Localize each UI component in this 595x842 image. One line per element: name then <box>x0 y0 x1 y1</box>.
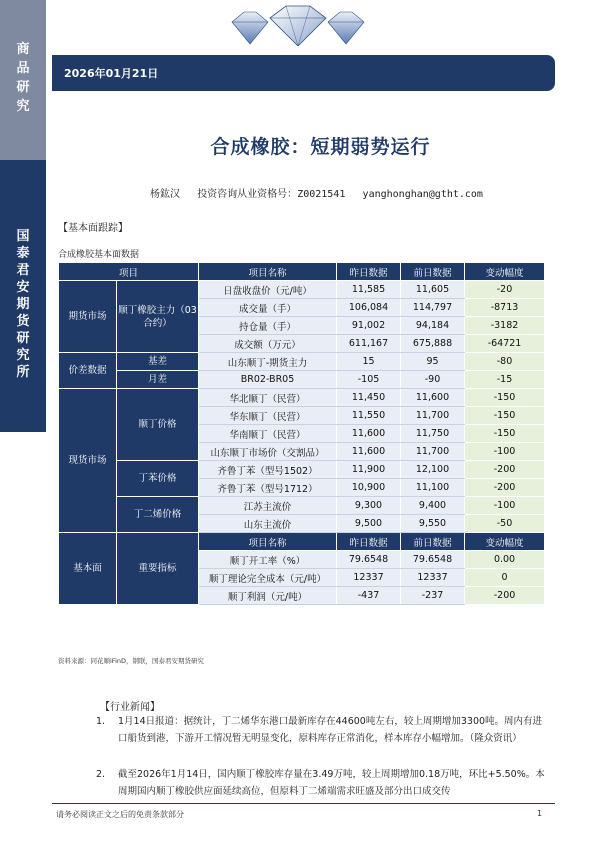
row-name: 持仓量（手） <box>199 317 337 335</box>
group-butadiene-price: 丁二烯价格 <box>117 497 199 533</box>
row-day-before: 11,750 <box>401 425 465 443</box>
row-name: 山东主流价 <box>199 515 337 533</box>
license-label: 投资咨询从业资格号： <box>197 189 298 200</box>
row-day-before: 114,797 <box>401 299 465 317</box>
table-row <box>59 461 545 479</box>
row-yesterday: 11,550 <box>337 407 401 425</box>
report-title: 合成橡胶：短期弱势运行 <box>210 136 431 158</box>
row-name: 华南顺丁（民营） <box>199 425 337 443</box>
row-name: 山东顺丁-期货主力 <box>199 353 337 371</box>
license-code: Z0021541 <box>297 189 346 200</box>
row-day-before: 11,600 <box>401 389 465 407</box>
table-header-row <box>59 263 545 281</box>
row-yesterday: 611,167 <box>337 335 401 353</box>
row-yesterday: 91,002 <box>337 317 401 335</box>
data-source-note: 资料来源：同花顺iFinD，钢联，国泰君安期货研究 <box>58 657 205 665</box>
diamond-logo-icon <box>228 4 368 46</box>
row-yesterday: 12337 <box>337 569 401 587</box>
row-change: -150 <box>465 425 545 443</box>
row-day-before: 11,100 <box>401 479 465 497</box>
author-line <box>150 185 497 200</box>
row-yesterday: 9,300 <box>337 497 401 515</box>
row-change: -100 <box>465 497 545 515</box>
row-yesterday: 106,084 <box>337 299 401 317</box>
table-row <box>59 353 545 371</box>
row-day-before: 12,100 <box>401 461 465 479</box>
row-yesterday: 11,585 <box>337 281 401 299</box>
row-change: -150 <box>465 407 545 425</box>
group-month-spread: 月差 <box>117 371 199 389</box>
news-item <box>96 713 546 747</box>
row-change: -64721 <box>465 335 545 353</box>
header-project: 项目 <box>59 263 199 281</box>
row-yesterday: 79.6548 <box>337 551 401 569</box>
subheader-item-name: 项目名称 <box>199 533 337 551</box>
row-change: 0.00 <box>465 551 545 569</box>
row-name: 齐鲁丁苯（型号1502） <box>199 461 337 479</box>
row-day-before: 11,605 <box>401 281 465 299</box>
header-yesterday: 昨日数据 <box>337 263 401 281</box>
header-change: 变动幅度 <box>465 263 545 281</box>
row-day-before: 675,888 <box>401 335 465 353</box>
news-item <box>96 766 546 800</box>
sidebar <box>0 0 46 842</box>
row-change: -20 <box>465 281 545 299</box>
row-name: 顺丁理论完全成本（元/吨） <box>199 569 337 587</box>
row-name: 山东顺丁市场价（交割品） <box>199 443 337 461</box>
row-day-before: 79.6548 <box>401 551 465 569</box>
subheader-day-before: 前日数据 <box>401 533 465 551</box>
table-row <box>59 497 545 515</box>
row-name: 顺丁开工率（%） <box>199 551 337 569</box>
row-change: -200 <box>465 587 545 605</box>
footer-disclaimer[interactable]: 请务必阅读正文之后的免责条款部分 <box>56 810 184 819</box>
page-number: 1 <box>537 809 543 818</box>
row-change: -200 <box>465 461 545 479</box>
row-name: 齐鲁丁苯（型号1712） <box>199 479 337 497</box>
table-row <box>59 371 545 389</box>
row-change: -3182 <box>465 317 545 335</box>
report-date: 2026年01月21日 <box>64 67 159 80</box>
sidebar-company-label: 国 泰 君 安 期 货 研 究 所 <box>16 229 30 380</box>
header-day-before: 前日数据 <box>401 263 465 281</box>
row-yesterday: -105 <box>337 371 401 389</box>
row-yesterday: 10,900 <box>337 479 401 497</box>
row-name: BR02-BR05 <box>199 371 337 389</box>
row-name: 日盘收盘价（元/吨） <box>199 281 337 299</box>
subheader-change: 变动幅度 <box>465 533 545 551</box>
table-subheader-row <box>59 533 545 551</box>
row-yesterday: 15 <box>337 353 401 371</box>
row-day-before: 9,400 <box>401 497 465 515</box>
row-day-before: -90 <box>401 371 465 389</box>
row-change: -200 <box>465 479 545 497</box>
fundamentals-table <box>58 262 545 605</box>
row-day-before: 12337 <box>401 569 465 587</box>
row-change: -8713 <box>465 299 545 317</box>
group-basis: 基差 <box>117 353 199 371</box>
row-yesterday: 11,600 <box>337 425 401 443</box>
row-yesterday: 11,450 <box>337 389 401 407</box>
row-change: -150 <box>465 389 545 407</box>
row-yesterday: 11,900 <box>337 461 401 479</box>
table-row <box>59 281 545 299</box>
news-section-heading: 【行业新闻】 <box>100 702 160 713</box>
group-futures-market: 期货市场 <box>59 281 117 353</box>
row-day-before: 9,550 <box>401 515 465 533</box>
row-name: 华东顺丁（民营） <box>199 407 337 425</box>
row-day-before: 95 <box>401 353 465 371</box>
author-name: 杨鈜汉 <box>150 189 180 200</box>
group-spread-data: 价差数据 <box>59 353 117 389</box>
group-key-indicators: 重要指标 <box>117 533 199 605</box>
group-fundamentals: 基本面 <box>59 533 117 605</box>
news-number: 1. <box>96 716 106 727</box>
group-br-main-contract: 顺丁橡胶主力（03合约） <box>117 281 199 353</box>
row-change: -50 <box>465 515 545 533</box>
row-change: -100 <box>465 443 545 461</box>
sidebar-company-block <box>0 160 46 432</box>
row-name: 成交量（手） <box>199 299 337 317</box>
row-change: -80 <box>465 353 545 371</box>
row-yesterday: -437 <box>337 587 401 605</box>
date-banner <box>52 55 555 91</box>
row-name: 江苏主流价 <box>199 497 337 515</box>
row-day-before: 11,700 <box>401 407 465 425</box>
author-email[interactable]: yanghonghan@gtht.com <box>362 189 483 200</box>
section-basic-heading: 【基本面跟踪】 <box>58 223 128 234</box>
subheader-yesterday: 昨日数据 <box>337 533 401 551</box>
news-number: 2. <box>96 769 106 780</box>
sidebar-section-label: 商 品 研 究 <box>16 42 30 114</box>
row-change: 0 <box>465 569 545 587</box>
row-day-before: -237 <box>401 587 465 605</box>
row-day-before: 94,184 <box>401 317 465 335</box>
sidebar-section-block <box>0 0 46 160</box>
row-name: 成交额（万元） <box>199 335 337 353</box>
table-title: 合成橡胶基本面数据 <box>58 250 140 260</box>
row-yesterday: 11,600 <box>337 443 401 461</box>
license-info <box>197 189 345 200</box>
footer-divider <box>52 803 555 804</box>
news-text: 截至2026年1月14日，国内顺丁橡胶库存量在3.49万吨，较上周期增加0.18万吨，环比+5.50%。本周期国内顺丁橡胶供应面延续高位，但原料丁二烯端需求旺盛及部分出口成交传 <box>118 769 545 797</box>
group-sbr-price: 丁苯价格 <box>117 461 199 497</box>
row-change: -15 <box>465 371 545 389</box>
group-spot-market: 现货市场 <box>59 389 117 533</box>
sidebar-lower <box>0 432 46 842</box>
row-name: 华北顺丁（民营） <box>199 389 337 407</box>
header-item-name: 项目名称 <box>199 263 337 281</box>
row-day-before: 11,700 <box>401 443 465 461</box>
news-text: 1月14日报道：据统计，丁二烯华东港口最新库存在44600吨左右，较上周期增加3300吨。周内有进口船货到港，下游开工情况暂无明显变化，原料库存正常消化，样本库存小幅增加。（隆众资讯） <box>118 716 543 744</box>
row-name: 顺丁利润（元/吨） <box>199 587 337 605</box>
row-yesterday: 9,500 <box>337 515 401 533</box>
table-row <box>59 389 545 407</box>
group-br-price: 顺丁价格 <box>117 389 199 461</box>
